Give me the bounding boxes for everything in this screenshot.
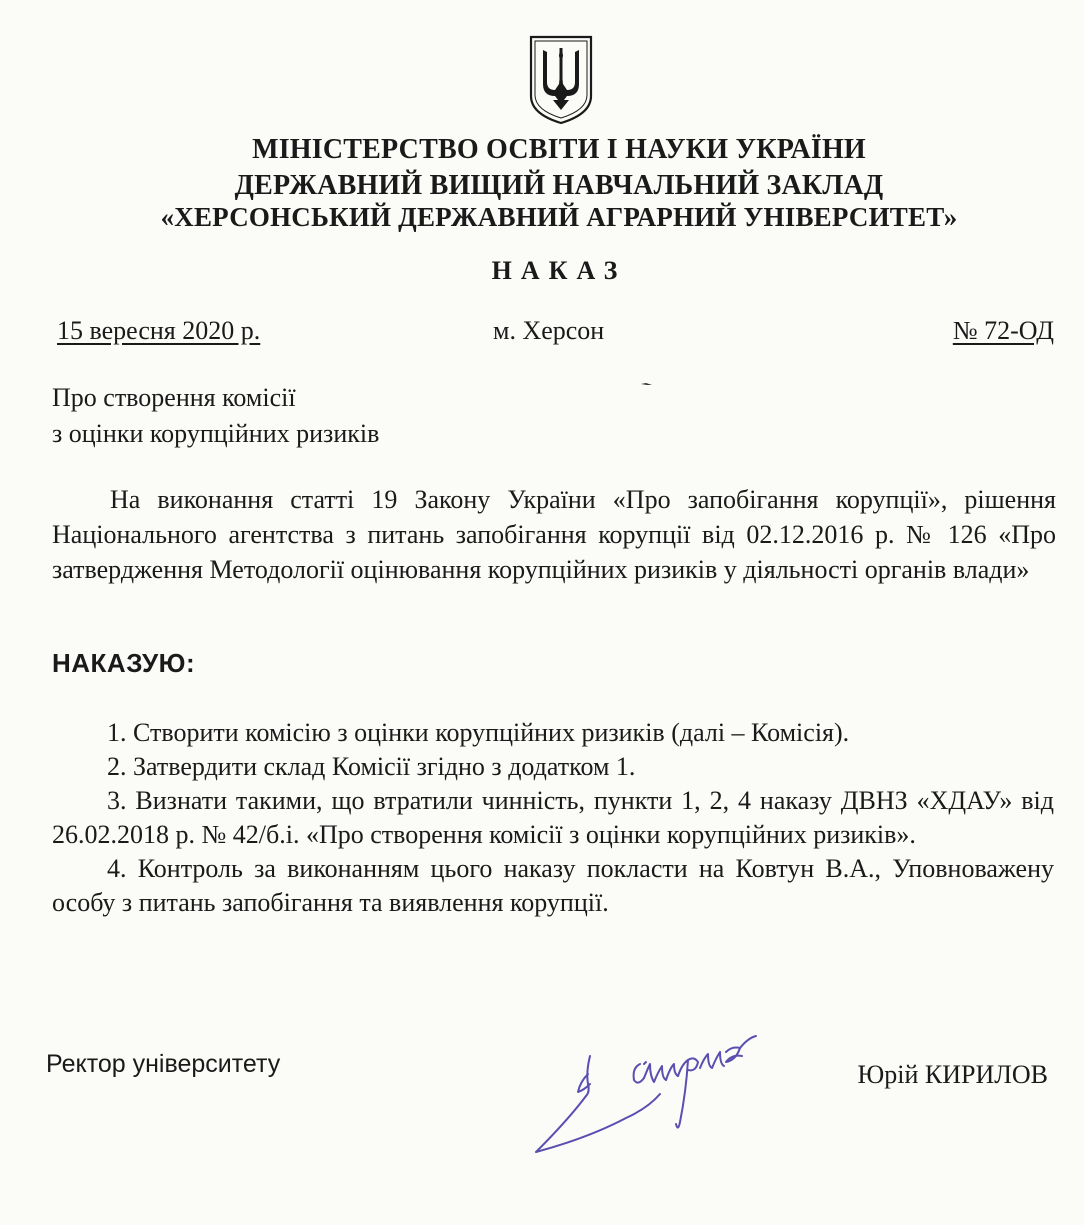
- preamble-paragraph: На виконання статті 19 Закону України «Про запобігання корупції», рішення Національного агентства з питань запобігання корупції від 02.12.2016 р. № 126 «Про затвердження Методології оцінювання корупційних ризиків у діяльності органів влади»: [52, 485, 1056, 584]
- item-text: Контроль за виконанням цього наказу покласти на Ковтун В.А., Уповноважену особу з питань запобігання та виявлення корупції.: [52, 854, 1055, 917]
- list-item: [52, 716, 1054, 750]
- trident-coat-of-arms-icon: [527, 34, 595, 126]
- subject-line-1: Про створення комісії: [52, 383, 296, 412]
- list-item: [52, 784, 1054, 852]
- document-type-title: НАКАЗ: [491, 256, 627, 285]
- list-item: [52, 750, 1054, 784]
- university-name: «ХЕРСОНСЬКИЙ ДЕРЖАВНИЙ АГРАРНИЙ УНІВЕРСИТЕТ»: [160, 202, 958, 232]
- document-date: 15 вересня 2020 р.: [57, 316, 261, 345]
- item-text: Визнати такими, що втратили чинність, пункти 1, 2, 4 наказу ДВНЗ «ХДАУ» від 26.02.2018 р. № 42/б.і. «Про створення комісії з оцінки корупційних ризиків».: [52, 786, 1054, 849]
- order-heading: НАКАЗУЮ:: [52, 648, 196, 678]
- item-number: 3.: [107, 786, 127, 815]
- signatory-title: Ректор університету: [46, 1050, 281, 1078]
- document-city: м. Херсон: [493, 316, 605, 345]
- ink-speck: [640, 381, 654, 387]
- item-number: 2.: [107, 752, 127, 781]
- document-subject: [52, 380, 379, 452]
- item-number: 4.: [107, 854, 127, 883]
- item-text: Створити комісію з оцінки корупційних ризиків (далі – Комісія).: [133, 718, 850, 747]
- document-number: № 72-ОД: [952, 316, 1054, 345]
- signatory-name: Юрій КИРИЛОВ: [857, 1060, 1048, 1089]
- subject-line-2: з оцінки корупційних ризиків: [52, 419, 380, 448]
- institution-type: ДЕРЖАВНИЙ ВИЩИЙ НАВЧАЛЬНИЙ ЗАКЛАД: [234, 170, 884, 201]
- handwritten-signature: [528, 1012, 768, 1164]
- ministry-title: МІНІСТЕРСТВО ОСВІТИ І НАУКИ УКРАЇНИ: [252, 134, 866, 165]
- list-item: [52, 852, 1054, 920]
- item-number: 1.: [107, 718, 127, 747]
- order-items-list: [52, 716, 1054, 920]
- item-text: Затвердити склад Комісії згідно з додатком 1.: [133, 752, 636, 781]
